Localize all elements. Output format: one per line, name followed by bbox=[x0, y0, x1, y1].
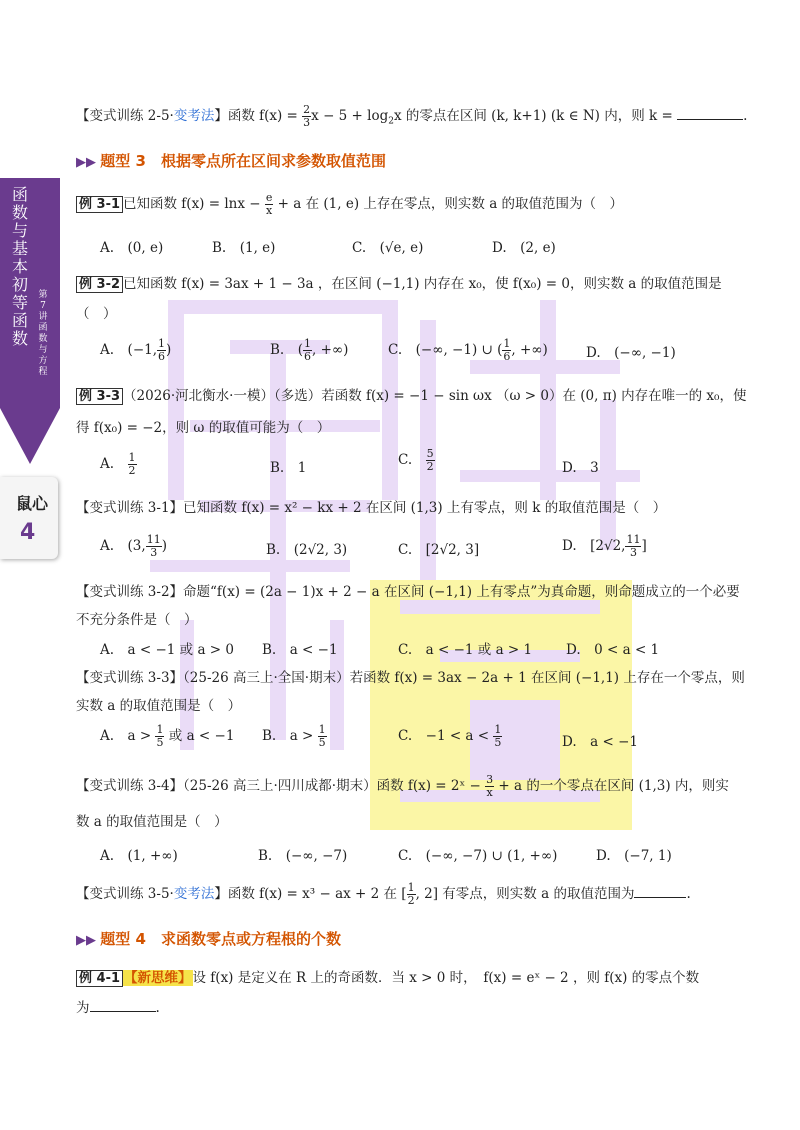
example-4-1: 例 4-1 【新思维】设 f(x) 是定义在 R 上的奇函数．当 x > 0 时， f(x) = eˣ − 2 ，则 f(x) 的零点个数 bbox=[76, 966, 699, 986]
chapter-title: 函数与基本初等函数 bbox=[11, 185, 28, 348]
page-tab bbox=[0, 477, 58, 559]
answer-blank[interactable] bbox=[90, 999, 156, 1012]
example-3-3-line2: 得 f(x₀) = −2，则 ω 的取值可能为（ ） bbox=[76, 420, 331, 436]
page-number: 4 bbox=[20, 520, 36, 545]
answer-paren: （ ） bbox=[76, 306, 117, 322]
option-a[interactable]: A. a < −1 或 a > 0 bbox=[100, 642, 234, 658]
exercise-3-3-line2: 实数 a 的取值范围是（ ） bbox=[76, 698, 242, 714]
option-a[interactable]: A. (1, +∞) bbox=[100, 848, 178, 864]
example-3-2: 例 3-2 已知函数 f(x) = 3ax + 1 − 3a ，在区间 (−1,1) 内存在 x₀，使 f(x₀) = 0，则实数 a 的取值范围是 bbox=[76, 272, 722, 292]
option-d[interactable]: D. a < −1 bbox=[562, 734, 638, 750]
exercise-3-4-line2: 数 a 的取值范围是（ ） bbox=[76, 814, 228, 830]
section-heading-type4: ▶▶ 题型 4 求函数零点或方程根的个数 bbox=[76, 930, 341, 948]
option-b[interactable]: B. a < −1 bbox=[262, 642, 338, 658]
option-c[interactable]: C. a < −1 或 a > 1 bbox=[398, 642, 533, 658]
section-heading-type3: ▶▶ 题型 3 根据零点所在区间求参数取值范围 bbox=[76, 152, 386, 170]
example-3-1: 例 3-1 已知函数 f(x) = lnx − $\frac{e}{x}$ + a 在 (1, e) 上存在零点，则实数 a 的取值范围为（ ） bbox=[76, 192, 623, 217]
exercise-3-4: 【变式训练 3-4】（25-26 高三上·四川成都·期末）函数 f(x) = 2ˣ − $\frac{3}{x}$ + a 的一个零点在区间 (1,3) 内，则实 bbox=[76, 773, 729, 799]
exercise-3-5: 【变式训练 3-5·变考法】函数 f(x) = x³ − ax + 2 在 [ $\frac{1}{2}$ , 2] 有零点，则实数 a 的取值范围为 . bbox=[76, 881, 691, 907]
new-thinking-tag: 【新思维】 bbox=[124, 970, 192, 986]
exercise-3-2: 【变式训练 3-2】命题“f(x) = (2a − 1)x + 2 − a 在区间 (−1,1) 上有零点”为真命题，则命题成立的一个必要 bbox=[76, 584, 740, 600]
option-c[interactable]: C. −1 < a < $\frac{1}{5}$ bbox=[398, 723, 502, 749]
option-a[interactable]: A. (0, e) bbox=[100, 240, 164, 256]
exercise-2-5: 【变式训练 2-5·变考法】函数 f(x) = $\frac{2}{3}$ $x - 5 + \log_2x$ 的零点在区间 (k, k+1) (k ∈ N) 内，则 k = . bbox=[76, 103, 748, 129]
lecture-title: 第7讲 函数与方程 bbox=[38, 290, 48, 377]
exercise-3-1: 【变式训练 3-1】已知函数 f(x) = x² − kx + 2 在区间 (1,3) 上有零点，则 k 的取值范围是（ ） bbox=[76, 500, 667, 516]
fraction: $\frac{2}{3}$ bbox=[303, 103, 311, 129]
answer-blank[interactable] bbox=[634, 885, 686, 898]
option-d[interactable]: D. (−∞, −1) bbox=[586, 345, 676, 361]
option-d[interactable]: D. 0 < a < 1 bbox=[566, 642, 660, 658]
arrow-icon: ▶▶ bbox=[76, 155, 96, 170]
answer-blank[interactable] bbox=[677, 107, 743, 120]
option-a[interactable]: A. a > $\frac{1}{5}$ 或 a < −1 bbox=[100, 723, 235, 749]
example-3-3: 例 3-3 （2026·河北衡水·一模）（多选）若函数 f(x) = −1 − sin ωx （ω > 0）在 (0, π) 内存在唯一的 x₀，使 bbox=[76, 384, 746, 404]
option-a[interactable]: A. $\frac{1}{2}$ bbox=[100, 451, 136, 477]
exercise-3-3: 【变式训练 3-3】（25-26 高三上·全国·期末）若函数 f(x) = 3ax − 2a + 1 在区间 (−1,1) 上存在一个零点，则 bbox=[76, 670, 745, 686]
option-c[interactable]: C. (−∞, −1) ∪ ( $\frac{1}{6}$ , +∞) bbox=[388, 337, 548, 363]
example-4-1-line2: 为 . bbox=[76, 1000, 160, 1016]
option-d[interactable]: D. (2, e) bbox=[492, 240, 556, 256]
option-a[interactable]: A. (−1, $\frac{1}{6}$ ) bbox=[100, 337, 172, 363]
exercise-3-2-line2: 不充分条件是（ ） bbox=[76, 612, 198, 628]
option-c[interactable]: C. (√e, e) bbox=[352, 240, 424, 256]
option-d[interactable]: D. [2√2, $\frac{11}{3}$ ] bbox=[562, 533, 647, 559]
option-b[interactable]: B. (−∞, −7) bbox=[258, 848, 348, 864]
option-b[interactable]: B. a > $\frac{1}{5}$ bbox=[262, 723, 326, 749]
option-b[interactable]: B. (2√2, 3) bbox=[266, 542, 348, 558]
option-b[interactable]: B. ( $\frac{1}{6}$ , +∞) bbox=[270, 337, 349, 363]
option-d[interactable]: D. 3 bbox=[562, 460, 599, 476]
option-b[interactable]: B. 1 bbox=[270, 460, 307, 476]
option-b[interactable]: B. (1, e) bbox=[212, 240, 276, 256]
arrow-icon: ▶▶ bbox=[76, 933, 96, 948]
option-c[interactable]: C. (−∞, −7) ∪ (1, +∞) bbox=[398, 848, 558, 864]
tab-logo: 鼠心 bbox=[16, 494, 49, 513]
sidebar-tip bbox=[0, 408, 60, 464]
option-d[interactable]: D. (−7, 1) bbox=[596, 848, 672, 864]
option-a[interactable]: A. (3, $\frac{11}{3}$ ) bbox=[100, 533, 167, 559]
option-c[interactable]: C. [2√2, 3] bbox=[398, 542, 480, 558]
option-c[interactable]: C. $\frac{5}{2}$ bbox=[398, 447, 434, 473]
